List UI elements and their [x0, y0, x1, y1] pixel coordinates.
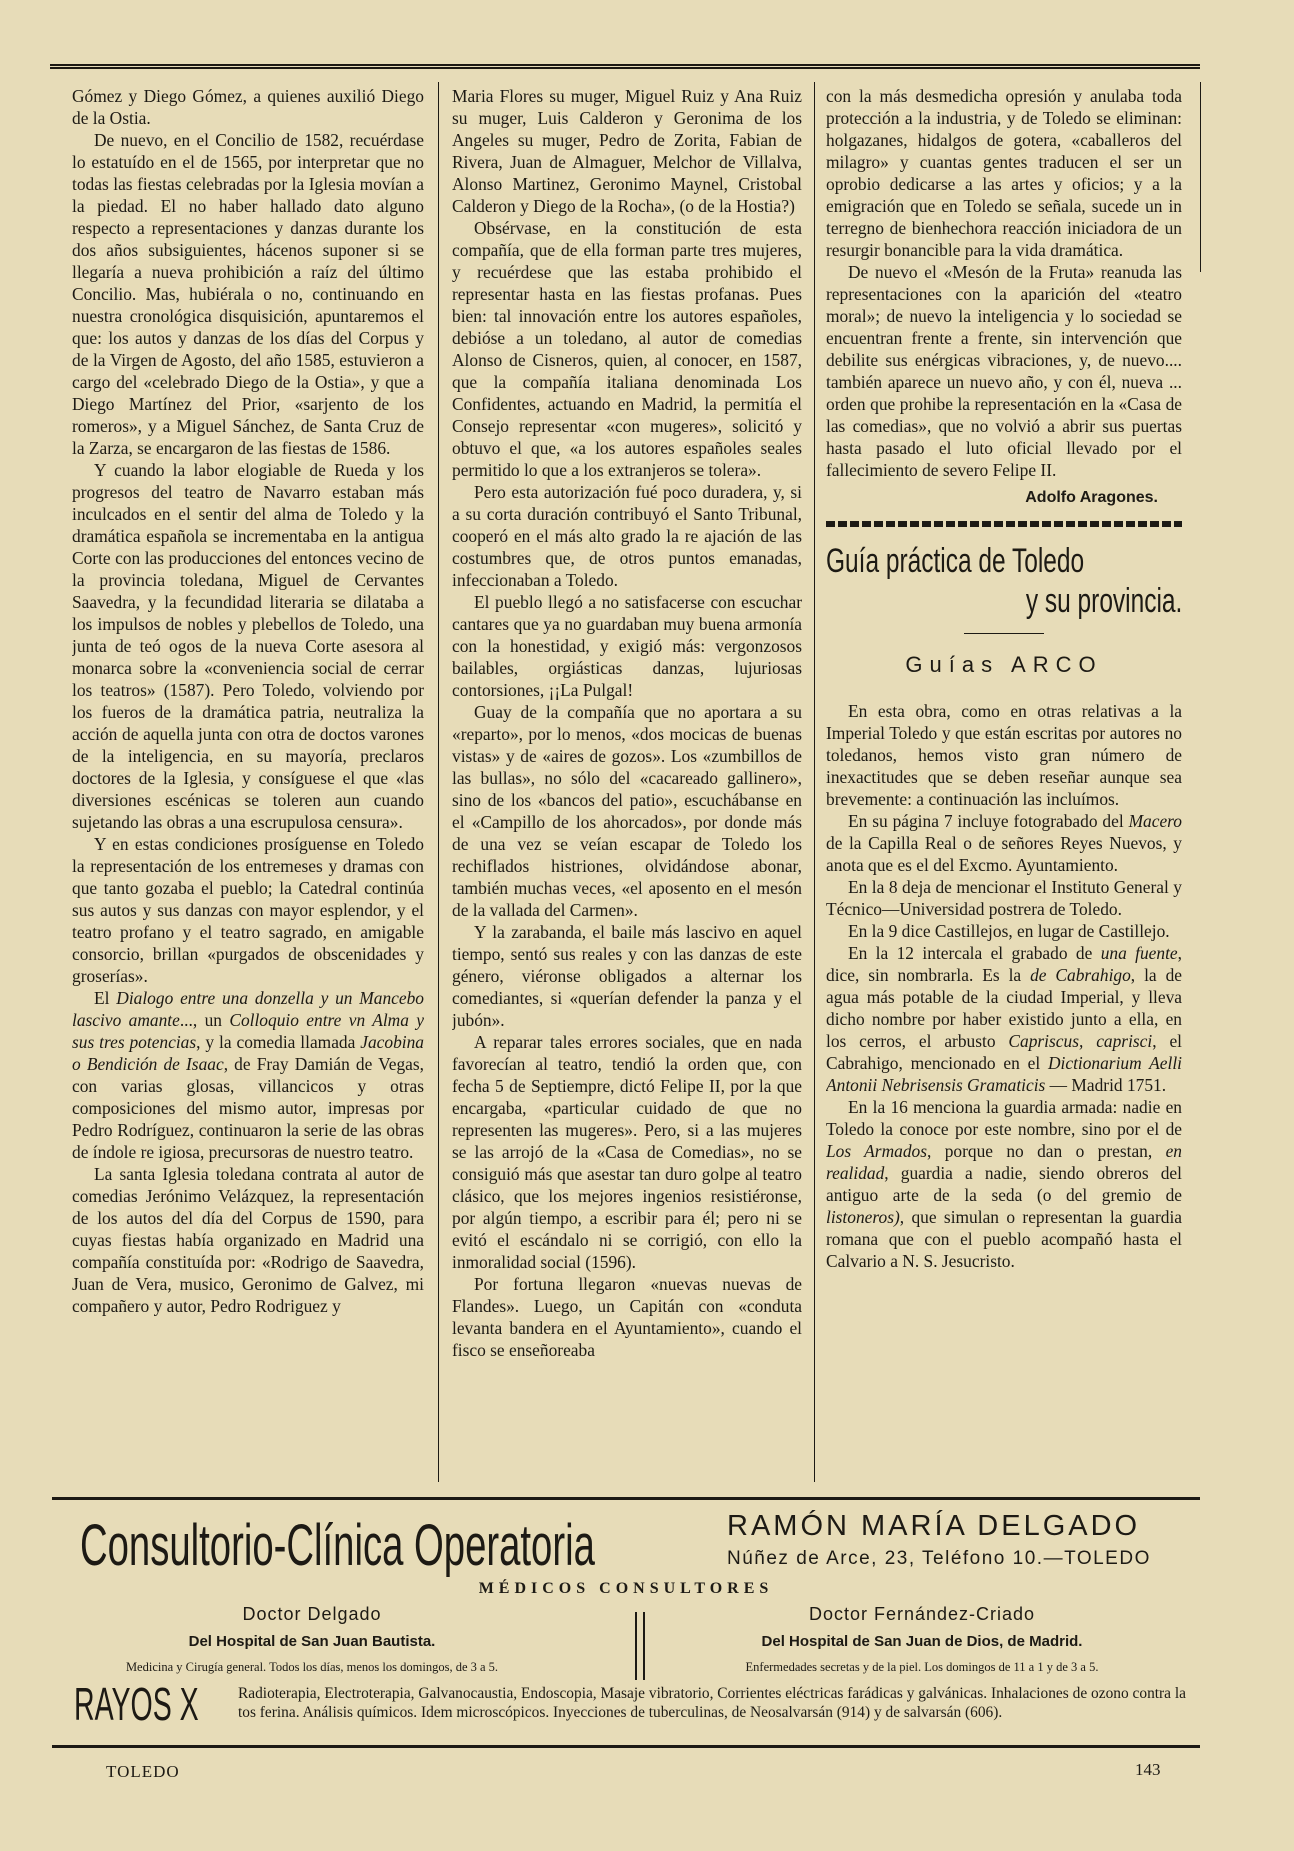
- text-span: , el Cabrahigo, mencionado en el: [826, 1031, 1182, 1073]
- text-span: En su página 7 incluye fotograbado del: [848, 811, 1129, 831]
- paragraph: Y en estas condiciones prosíguense en Toledo la representación de los entremeses y dramas con que tanto gozaba el pueblo; la Catedral continúa sus autos y sus danzas con mayor esplendor, y el teatro profano y el teatro sagrado, en amigable consorcio, brillan «purgados de obscenidades y groserías».: [72, 834, 424, 986]
- paragraph: La santa Iglesia toledana contrata al autor de comedias Jerónimo Velázquez, la representación de los autos del día del Corpus de 1590, para cuyas fiestas había organizado en Madrid una compañía constituída por: «Rodrigo de Saavedra, Juan de Vera, musico, Geronimo de Galvez, mi compañero y autor, Pedro Rodriguez y: [72, 1164, 424, 1316]
- paragraph: Gómez y Diego Gómez, a quienes auxilió Diego de la Ostia.: [72, 86, 424, 128]
- text-span: En la 12 intercala el grabado de: [848, 943, 1101, 963]
- doctor-hours: Enfermedades secretas y de la piel. Los domingos de 11 a 1 y de 3 a 5.: [745, 1660, 1099, 1674]
- italic-term: Los Armados: [826, 1141, 927, 1161]
- text-span: , la de agua más potable de la ciudad Imperial, y lleva dicho nombre por haber existido junto a ella, en los cerros, el arbusto: [826, 965, 1182, 1051]
- clinic-title: Consultorio-Clínica Operatoria: [80, 1513, 595, 1578]
- paragraph: En la 8 deja de mencionar el Instituto General y Técnico—Universidad postrera de Toledo.: [826, 877, 1182, 919]
- paragraph: En la 9 dice Castillejos, en lugar de Castillejo.: [848, 921, 1170, 941]
- text-span: El: [94, 988, 117, 1008]
- doctor-hospital: Del Hospital de San Juan de Dios, de Madrid.: [761, 1633, 1083, 1650]
- doctor-fernandez-criado: [662, 1604, 1182, 1675]
- paragraph: De nuevo, en el Concilio de 1582, recuérdase lo estatuído en el de 1565, por interpretar que no todas las fiestas celebradas por la Iglesia movían a la piedad. El no haber hallado dato alguno respecto a representaciones y danzas durante los dos años subsiguientes, hácenos suponer si se llegaría a nueva prohibición a raíz del último Concilio. Mas, hubiérala o no, continuando en nuestra cronológica disquisición, apuntaremos el que: los autos y danzas de los días del Corpus y de la Virgen de Agosto, del año 1585, estuvieron a cargo del «celebrado Diego de la Ostia», y que a Diego Martínez del Prior, «sarjento de los romeros», y a Miguel Sánchez, de Santa Cruz de la Zarza, se encargaron de las fiestas de 1586.: [72, 130, 424, 458]
- title-rule: [964, 633, 1044, 634]
- doctor-divider: [635, 1612, 645, 1680]
- paragraph: De nuevo el «Mesón de la Fruta» reanuda las representaciones con la aparición del «teatro moral»; de nuevo la inteligencia y lo sociedad se encuentran frente a frente, sin intervención que debilite sus enérgicas vibraciones, y, de nuevo.... también aparece un nuevo año, y con él, nueva ... orden que prohibe la representación en la «Casa de las comedias», que no volvió a abrir sus puertas hasta pasado el luto oficial llevado por el fallecimiento de severo Felipe II.: [826, 262, 1182, 480]
- work-title: Jacobina o Bendición de Isaac: [72, 1032, 424, 1074]
- text-span: En la 16 menciona la guardia armada: nadie en Toledo la conoce por este nombre, sino por el de: [826, 1097, 1182, 1139]
- italic-term: de Cabrahigo: [1030, 965, 1131, 985]
- clinic-owner: RAMÓN MARÍA DELGADO: [727, 1510, 1141, 1542]
- italic-term: una fuente: [1100, 943, 1178, 963]
- column-divider: [438, 82, 439, 1482]
- rayos-x-heading: RAYOS X: [74, 1678, 199, 1730]
- text-span: , que simulan o representan la guardia romana que con el pueblo acompañó hasta el Calvario a N. S. Jesucristo.: [826, 1207, 1182, 1271]
- page-number: 143: [1135, 1760, 1161, 1779]
- doctor-name: Doctor Fernández-Criado: [808, 1604, 1036, 1624]
- italic-term: Dictionarium Aelli Antonii Nebrisensis Gramaticis: [826, 1053, 1182, 1095]
- section-divider: [826, 521, 1182, 527]
- guia-title-line2: [826, 581, 1182, 621]
- italic-term: Macero: [1128, 811, 1182, 831]
- work-title: Dialogo entre una donzella y un Mancebo lascivo amante: [72, 988, 424, 1030]
- top-rule: [50, 64, 1200, 69]
- paragraph: Guay de la compañía que no aportara a su «reparto», por lo menos, «dos mocicas de buenas vistas» y de «aires de gozos». Los «zumbillos de las bullas», no sólo del «cacareado gallinero», sino de los «bancos del patio», escuchábanse en el «Campillo de los ahorcados», por donde más de una vez se veían escapar de Toledo los rechiflados histriones, olvidándose abonar, también muchas veces, «el aposento en el mesón de la vallada del Carmen».: [452, 702, 802, 920]
- guia-title-text: y su provincia.: [1025, 582, 1182, 620]
- text-span: , y la comedia llamada: [196, 1032, 361, 1052]
- paragraph: [826, 810, 1182, 876]
- work-title: Colloquio entre vn Alma y sus tres potencias: [72, 1010, 424, 1052]
- text-span: de la Capilla Real o de señores Reyes Nuevos, y anota que es el del Excmo. Ayuntamiento.: [826, 833, 1182, 875]
- footer-publication: TOLEDO: [106, 1762, 180, 1781]
- paragraph: Y la zarabanda, el baile más lascivo en aquel tiempo, sentó sus reales y con las danzas de este género, viéronse obligados a alternar los comediantes, si «querían defender la panza y el jubón».: [452, 922, 802, 1030]
- text-span: , guardia a nadie, siendo obreros del antiguo arte de la seda (o del gremio de: [826, 1163, 1182, 1205]
- column-divider: [814, 82, 815, 1482]
- article-column-2: [452, 85, 802, 1485]
- doctor-delgado: [52, 1604, 572, 1675]
- italic-term: Capriscus, caprisci: [1008, 1031, 1153, 1051]
- rayos-x-services: Radioterapia, Electroterapia, Galvanocaustia, Endoscopia, Masaje vibratorio, Corrientes eléctricas farádicas y galvánicas. Inhalaciones de ozono contra la tos ferina. Análisis químicos. Idem microscópicos. Inyecciones de tuberculinas, de Neosalvarsán (914) y de salvarsán (606).: [238, 1685, 1186, 1721]
- clinic-address: Núñez de Arce, 23, Teléfono 10.—TOLEDO: [727, 1548, 1151, 1569]
- text-span: — Madrid 1751.: [1045, 1075, 1167, 1095]
- doctor-hospital: Del Hospital de San Juan Bautista.: [188, 1633, 436, 1650]
- text-span: , porque no dan o prestan,: [927, 1141, 1166, 1161]
- paragraph: Obsérvase, en la constitución de esta compañía, que de ella forman parte tres mujeres, y recuérdese que las estaba prohibido el representar hasta en las fiestas profanas. Pues bien: tal innovación entre los autores españoles, debióse a un toledano, al autor de comedias Alonso de Cisneros, quien, al conocer, en 1587, que la compañía italiana denominada Los Confidentes, actuando en Madrid, la permitía el Consejo representar «con mugeres», solicitó y obtuvo el que, «a los autores españoles seales permitido lo que a los extranjeros se tolera».: [452, 218, 802, 480]
- paragraph: En esta obra, como en otras relativas a la Imperial Toledo y que están escritas por autores no toledanos, hemos visto gran número de inexactitudes que se deben reseñar aunque sea brevemente: a continuación las incluímos.: [826, 701, 1182, 809]
- doctor-hours: Medicina y Cirugía general. Todos los días, menos los domingos, de 3 a 5.: [125, 1660, 499, 1674]
- text-span: ..., un: [179, 1010, 230, 1030]
- doctor-name: Doctor Delgado: [242, 1604, 382, 1624]
- paragraph: [826, 942, 1182, 1096]
- paragraph-dialogo: [72, 987, 424, 1163]
- paragraph: Pero esta autorización fué poco duradera, y, si a su corta duración contribuyó el Santo Tribunal, cooperó en el más alto grado la re ajación de las costumbres que, de otros puntos emanadas, infeccionaban a Toledo.: [452, 482, 802, 590]
- italic-term: en realidad: [826, 1141, 1182, 1183]
- author-signature: Adolfo Aragones.: [1025, 489, 1158, 506]
- paragraph: El pueblo llegó a no satisfacerse con escuchar cantares que ya no guardaban muy buena armonía con la honestidad, y exigió más: vergonzosos bailables, orgiásticas danzas, lujuriosas contorsiones, ¡¡La Pulgal!: [452, 592, 802, 700]
- paragraph: Y cuando la labor elogiable de Rueda y los progresos del teatro de Navarro estaban más inculcados en el sentir del alma de Toledo y la dramática española se incrementaba en la antigua Corte con las producciones del entonces vecino de la provincia toledana, Miguel de Cervantes Saavedra, y la fecundidad literaria se dilataba a los impulsos de nobles y plebellos de Toledo, una junta de teó ogos de la nueva Corte asesora al monarca sobre la «conveniencia social de cerrar los teatros» (1587). Pero Toledo, volviendo por los fueros de la dramática patria, neutraliza la acción de aquella junta con otra de doctos varones de la inteligencia, en su mayoría, preclaros doctores de la Iglesia, y consíguese el que «las diversiones escénicas se toleren aun cuando sujetando las obras a una escrupulosa censura».: [72, 460, 424, 832]
- paragraph: con la más desmedicha opresión y anulaba toda protección a la industria, y de Toledo se eliminan: holgazanes, hidalgos de gotera, «caballeros del milagro» y cuantas gentes traducen el ser un oprobio dedicarse a las artes y oficios; y a la emigración que en Toledo se señala, sucede un in terregno de bienhechora reacción iniciadora de un resurgir bonancible para la vida dramática.: [826, 86, 1182, 260]
- italic-term: listoneros): [826, 1207, 900, 1227]
- paragraph: Maria Flores su muger, Miguel Ruiz y Ana Ruiz su muger, Luis Calderon y Geronima de los Angeles su muger, Pedro de Zorita, Fabian de Rivera, Juan de Almaguer, Melchor de Villalva, Alonso Martinez, Geronimo Maynel, Cristobal Calderon y Diego de la Rocha», (o de la Hostia?): [452, 86, 802, 216]
- article-column-3: [826, 85, 1182, 1485]
- text-span: , dice, sin nombrarla. Es la: [826, 943, 1182, 985]
- medicos-heading: MÉDICOS CONSULTORES: [478, 1580, 774, 1597]
- clinic-advertisement: [52, 1497, 1200, 1748]
- text-span: , de Fray Damián de Vegas, con varias glosas, villancicos y otras composiciones del mismo autor, impresas por Pedro Rodríguez, continuaron la serie de las obras de índole re igiosa, precursoras de nuestro teatro.: [72, 1054, 424, 1162]
- paragraph: Por fortuna llegaron «nuevas nuevas de Flandes». Luego, un Capitán con «conduta levanta bandera en el Ayuntamiento», cuando el fisco se enseñoreaba: [452, 1274, 802, 1360]
- paragraph: A reparar tales errores sociales, que en nada favorecían al teatro, tendió la orden que, con fecha 5 de Septiempre, dictó Felipe II, por la que encargaba, «particular cuidado de que no representen las mugeres». Pero, si a las mujeres se las arrojó de la «Casa de Comedias», no se consiguió más que asestar tan duro golpe al teatro clásico, que los mejores ingenios resistiéronse, por algún tiempo, a escribir para él; pero ni se evitó el escándalo ni se corrigió, con ello la inmoralidad social (1596).: [452, 1032, 802, 1272]
- paragraph: [826, 1096, 1182, 1272]
- column-divider: [1200, 82, 1201, 272]
- guia-subtitle: Guías ARCO: [905, 652, 1103, 677]
- guia-title-line1: Guía práctica de Toledo: [826, 542, 1085, 580]
- article-column-1: [72, 85, 424, 1485]
